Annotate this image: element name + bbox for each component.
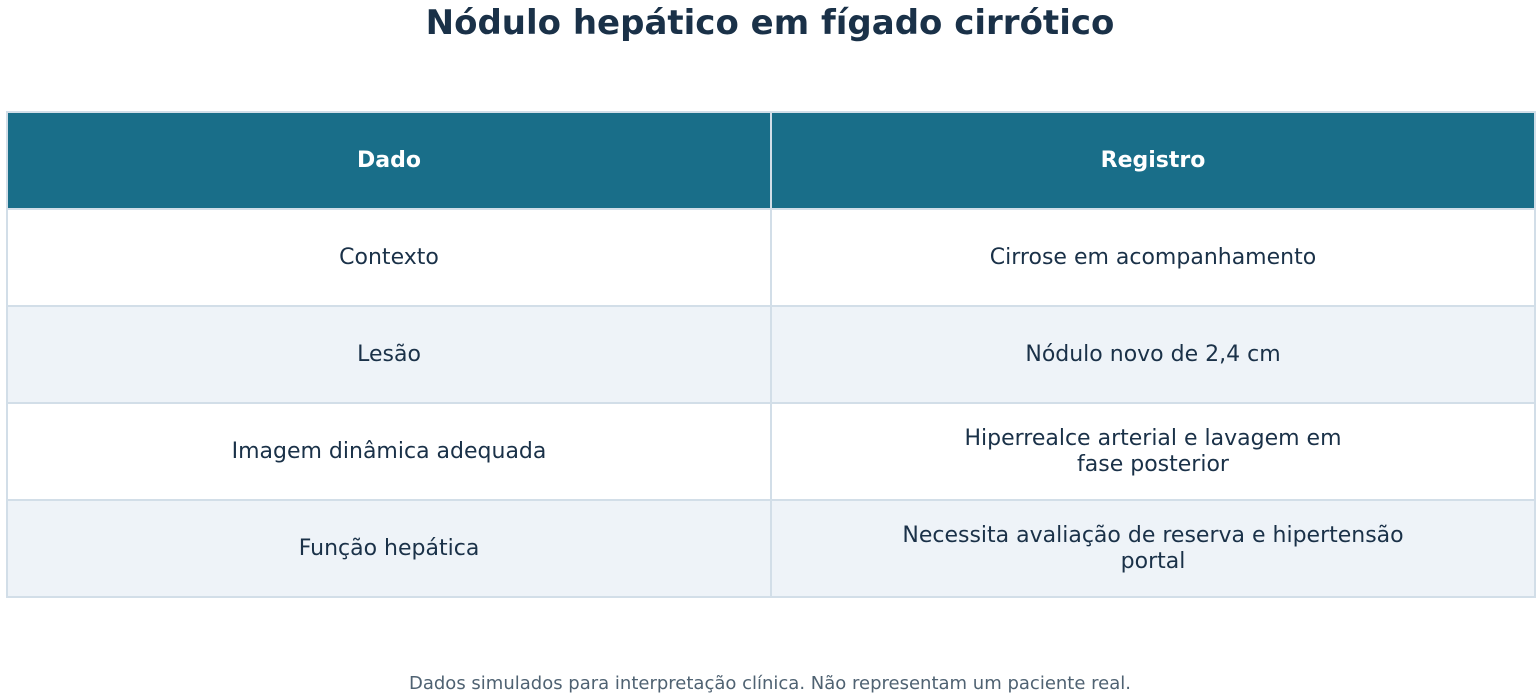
table-cell-registro: Necessita avaliação de reserva e hipertensão portal	[771, 500, 1535, 597]
table-cell-registro: Cirrose em acompanhamento	[771, 209, 1535, 306]
table-row	[7, 500, 1535, 597]
table-row	[7, 209, 1535, 306]
table-row	[7, 306, 1535, 403]
data-table	[6, 111, 1536, 598]
table-row	[7, 403, 1535, 500]
table-cell-registro: Nódulo novo de 2,4 cm	[771, 306, 1535, 403]
page-title: Nódulo hepático em fígado cirrótico	[425, 3, 1115, 43]
footnote: Dados simulados para interpretação clínica. Não representam um paciente real.	[408, 673, 1131, 694]
table-cell-dado: Contexto	[7, 209, 771, 306]
table-cell-dado: Lesão	[7, 306, 771, 403]
table-cell-registro: Hiperrealce arterial e lavagem em fase posterior	[771, 403, 1535, 500]
table-header-row	[7, 112, 1535, 209]
table-cell-dado: Imagem dinâmica adequada	[7, 403, 771, 500]
column-header-dado: Dado	[7, 112, 771, 209]
column-header-registro: Registro	[771, 112, 1535, 209]
table-cell-dado: Função hepática	[7, 500, 771, 597]
